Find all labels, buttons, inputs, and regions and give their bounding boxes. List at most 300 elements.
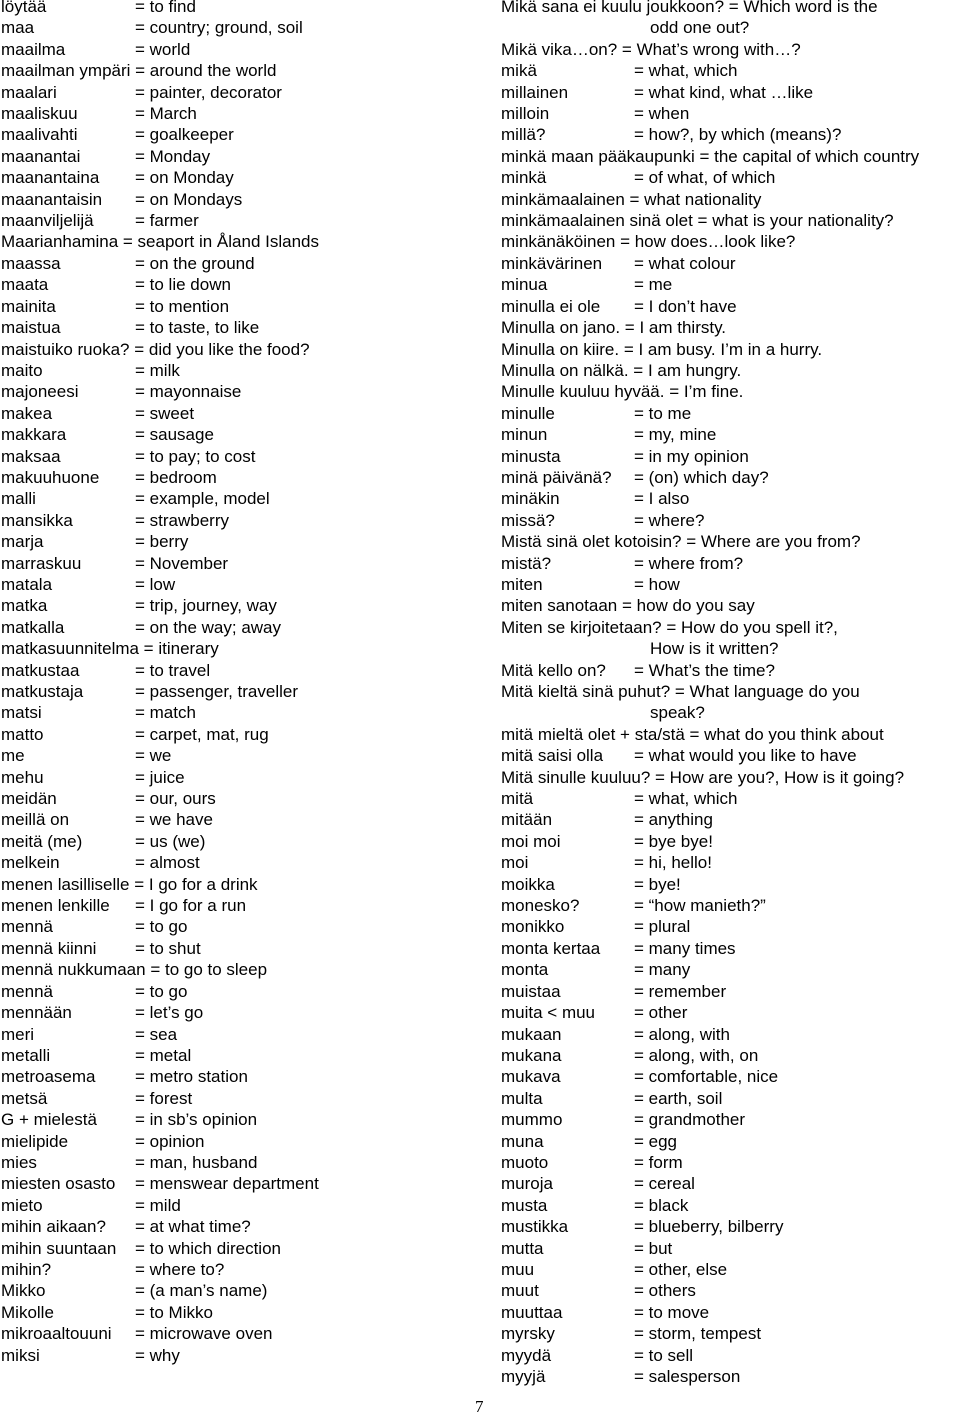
entry-definition: = form (634, 1152, 683, 1172)
vocab-entry (1, 231, 471, 252)
entry-definition: = others (634, 1281, 696, 1301)
entry-definition: = passenger, traveller (135, 682, 299, 701)
entry-term: mansikka (1, 510, 73, 530)
entry-definition: = milk (135, 360, 180, 380)
vocab-entry (1, 809, 471, 830)
vocab-entry (1, 103, 471, 124)
entry-definition: = March (135, 104, 197, 124)
entry-term: mihin suuntaan (1, 1238, 117, 1258)
entry-definition: = where from? (634, 553, 744, 573)
entry-definition: = in my opinion (634, 446, 749, 466)
entry-definition: = our, ours (135, 789, 216, 809)
entry-term: matala (1, 574, 53, 594)
entry-definition: = microwave oven (135, 1324, 273, 1344)
entry-term: minusta (501, 446, 561, 466)
vocab-entry (1, 1131, 471, 1152)
vocab-entry (501, 1195, 960, 1216)
vocab-entry (501, 595, 960, 616)
entry-definition: = to find (135, 0, 196, 16)
vocab-entry (1, 595, 471, 616)
vocab-entry (1, 981, 471, 1002)
entry-term: marja (1, 532, 44, 552)
entry-definition: = world (135, 39, 191, 59)
entry-term: mieto (1, 1195, 43, 1215)
entry-term: monta (501, 960, 549, 980)
vocab-entry (501, 531, 960, 552)
entry-term: maaliskuu (1, 104, 78, 124)
vocab-entry (501, 1152, 960, 1173)
entry-definition: = opinion (135, 1131, 205, 1151)
entry-definition: = storm, tempest (634, 1324, 762, 1344)
entry-definition: = us (we) (135, 831, 206, 851)
entry-definition: = to sell (634, 1345, 694, 1365)
entry-term: makuuhuone (1, 467, 100, 487)
entry-definition: = sausage (135, 425, 214, 445)
vocab-entry (1, 146, 471, 167)
entry-term: malli (1, 489, 36, 509)
entry-definition: = grandmother (634, 1110, 746, 1130)
entry-term: mukana (501, 1045, 562, 1065)
vocab-entry (1, 0, 471, 17)
entry-term: mielipide (1, 1131, 69, 1151)
entry-definition: = (on) which day? (634, 467, 769, 487)
entry-term: muna (501, 1131, 544, 1151)
entry-term: Mikä vika…on? = What’s wrong with…? (501, 39, 801, 59)
vocab-entry (1, 1152, 471, 1173)
vocab-entry (1, 1066, 471, 1087)
vocab-entry (501, 124, 960, 145)
vocab-entry (501, 681, 960, 702)
vocab-entry (1, 938, 471, 959)
entry-term: maalivahti (1, 125, 78, 145)
entry-definition: = mayonnaise (135, 382, 242, 402)
entry-definition: = (a man’s name) (135, 1281, 268, 1301)
entry-definition: = to Mikko (135, 1302, 213, 1322)
entry-term: milloin (501, 104, 550, 124)
entry-term: Minulla on jano. = I am thirsty. (501, 318, 727, 338)
entry-term: muroja (501, 1174, 553, 1194)
entry-definition: = example, model (135, 489, 270, 509)
entry-definition: = painter, decorator (135, 82, 282, 102)
entry-definition: = to go (135, 917, 188, 937)
entry-term: maata (1, 275, 49, 295)
entry-definition: = menswear department (135, 1174, 319, 1194)
entry-definition: = mild (135, 1195, 181, 1215)
vocab-entry (501, 403, 960, 424)
entry-definition: = hi, hello! (634, 853, 712, 873)
vocab-entry (501, 767, 960, 788)
entry-term: maito (1, 360, 43, 380)
entry-term: marraskuu (1, 553, 82, 573)
entry-definition: = where? (634, 510, 705, 530)
entry-definition: = cereal (634, 1174, 695, 1194)
entry-definition: = to shut (135, 938, 201, 958)
vocab-entry (501, 1045, 960, 1066)
entry-term: meidän (1, 789, 57, 809)
entry-definition: = how?, by which (means)? (634, 125, 842, 145)
entry-term: minun (501, 425, 548, 445)
entry-definition: = other (634, 1003, 688, 1023)
entry-term: muuttaa (501, 1302, 563, 1322)
entry-term: millainen (501, 82, 569, 102)
entry-term: mennä (1, 917, 53, 937)
entry-term: muita < muu (501, 1003, 596, 1023)
vocab-entry (501, 1024, 960, 1045)
vocab-entry (1, 617, 471, 638)
vocab-entry (501, 253, 960, 274)
entry-definition: = I go for a run (135, 896, 247, 916)
entry-definition: = me (634, 275, 673, 295)
vocab-entry (1, 274, 471, 295)
entry-term: meitä (me) (1, 831, 83, 851)
vocab-entry (501, 0, 960, 17)
vocab-entry (501, 1323, 960, 1344)
entry-term: maa (1, 18, 35, 38)
entry-definition: = in sb’s opinion (135, 1110, 258, 1130)
vocab-entry (501, 1259, 960, 1280)
entry-term: meillä on (1, 810, 70, 830)
entry-term: matka (1, 596, 48, 616)
vocab-entry (1, 39, 471, 60)
entry-definition: = when (634, 104, 690, 124)
right-column (501, 0, 960, 1387)
entry-definition: = we (135, 746, 172, 766)
entry-term: maanviljelijä (1, 211, 94, 231)
vocab-entry (1, 1259, 471, 1280)
vocab-entry (1, 1088, 471, 1109)
vocab-entry (501, 1280, 960, 1301)
entry-definition: = what, which (634, 61, 738, 81)
entry-term: monta kertaa (501, 938, 601, 958)
entry-definition: = what kind, what …like (634, 82, 814, 102)
entry-definition: = “how manieth?” (634, 896, 766, 916)
entry-definition: = metro station (135, 1067, 248, 1087)
entry-definition: = almost (135, 853, 200, 873)
vocab-entry (1, 531, 471, 552)
vocab-entry (1, 360, 471, 381)
entry-term: mikroaaltouuni (1, 1324, 112, 1344)
vocab-entry (1, 916, 471, 937)
entry-definition: = salesperson (634, 1367, 741, 1386)
entry-definition: = on the way; away (135, 617, 282, 637)
vocab-entry (501, 959, 960, 980)
entry-definition: = many (634, 960, 691, 980)
entry-definition: = black (634, 1195, 689, 1215)
entry-term: Minulla on kiire. = I am busy. I’m in a hurry. (501, 339, 823, 359)
entry-term: muu (501, 1259, 535, 1279)
entry-definition: = of what, of which (634, 168, 776, 188)
vocab-entry (501, 210, 960, 231)
vocab-entry (501, 617, 960, 638)
vocab-entry (501, 274, 960, 295)
entry-definition: = how (634, 574, 680, 594)
vocab-entry (501, 296, 960, 317)
entry-continuation: speak? (650, 703, 705, 723)
entry-definition: = comfortable, nice (634, 1067, 779, 1087)
vocab-entry (501, 724, 960, 745)
entry-definition: = to go (135, 981, 188, 1001)
vocab-entry (1, 488, 471, 509)
vocab-entry (1, 510, 471, 531)
vocab-entry (501, 1302, 960, 1323)
entry-term: myydä (501, 1345, 552, 1365)
entry-term: Mitä kieltä sinä puhut? = What language do you (501, 682, 860, 701)
vocab-entry (1, 82, 471, 103)
entry-term: mikä (501, 61, 537, 81)
entry-definition: = sweet (135, 403, 195, 423)
entry-term: mihin aikaan? (1, 1217, 106, 1237)
page-number: 7 (475, 1397, 484, 1416)
entry-term: löytää (1, 0, 47, 16)
vocab-entry (501, 189, 960, 210)
vocab-entry (1, 788, 471, 809)
entry-definition: = I don’t have (634, 296, 737, 316)
vocab-entry (501, 831, 960, 852)
entry-definition: = to which direction (135, 1238, 281, 1258)
entry-definition: = to pay; to cost (135, 446, 256, 466)
entry-definition: = to travel (135, 660, 211, 680)
vocab-entry (1, 296, 471, 317)
vocab-entry (1, 339, 471, 360)
entry-definition: = man, husband (135, 1152, 258, 1172)
entry-term: mitään (501, 810, 553, 830)
entry-definition: = what colour (634, 253, 736, 273)
vocab-entry (501, 638, 960, 659)
vocab-entry (1, 1216, 471, 1237)
entry-term: maistua (1, 318, 61, 338)
entry-term: mummo (501, 1110, 563, 1130)
entry-term: Miten se kirjoitetaan? = How do you spell it?, (501, 617, 838, 637)
vocab-entry (1, 1302, 471, 1323)
entry-term: Maarianhamina = seaport in Åland Islands (1, 232, 319, 252)
entry-term: matkasuunnitelma = itinerary (1, 639, 219, 659)
entry-term: minkämaalainen sinä olet = what is your nationality? (501, 211, 894, 231)
entry-term: Mikko (1, 1281, 46, 1301)
entry-definition: = metal (135, 1045, 192, 1065)
entry-term: Mikolle (1, 1302, 54, 1322)
entry-term: moi moi (501, 831, 561, 851)
entry-definition: = along, with, on (634, 1045, 759, 1065)
vocab-entry (1, 1195, 471, 1216)
entry-definition: = bedroom (135, 467, 217, 487)
vocab-entry (1, 189, 471, 210)
vocab-entry (501, 938, 960, 959)
vocab-entry (501, 660, 960, 681)
vocab-entry (501, 488, 960, 509)
vocab-entry (501, 39, 960, 60)
vocab-entry (1, 253, 471, 274)
entry-term: musta (501, 1195, 548, 1215)
entry-term: maanantaisin (1, 189, 103, 209)
vocab-entry (501, 788, 960, 809)
vocab-entry (1, 317, 471, 338)
vocab-entry (1, 895, 471, 916)
vocab-entry (1, 1238, 471, 1259)
entry-definition: = we have (135, 810, 213, 830)
entry-term: meri (1, 1024, 35, 1044)
vocab-entry (501, 1173, 960, 1194)
entry-term: matto (1, 724, 44, 744)
vocab-entry (501, 745, 960, 766)
entry-term: Minulle kuuluu hyvää. = I’m fine. (501, 382, 744, 402)
entry-term: minkävärinen (501, 253, 603, 273)
entry-term: makea (1, 403, 53, 423)
vocab-entry (1, 467, 471, 488)
vocab-entry (1, 381, 471, 402)
vocab-entry (1, 553, 471, 574)
entry-term: miten (501, 574, 543, 594)
entry-term: mainita (1, 296, 56, 316)
vocab-entry (1, 831, 471, 852)
vocab-entry (1, 167, 471, 188)
vocab-entry (1, 446, 471, 467)
entry-term: muistaa (501, 981, 561, 1001)
entry-definition: = Monday (135, 146, 211, 166)
entry-definition: = at what time? (135, 1217, 251, 1237)
entry-term: miesten osasto (1, 1174, 116, 1194)
vocab-entry (1, 1345, 471, 1366)
entry-term: myrsky (501, 1324, 555, 1344)
vocab-entry (501, 1238, 960, 1259)
entry-definition: = what, which (634, 789, 738, 809)
entry-term: maassa (1, 253, 61, 273)
vocab-entry (1, 574, 471, 595)
entry-term: metalli (1, 1045, 51, 1065)
entry-definition: = to taste, to like (135, 318, 260, 338)
vocab-entry (1, 1002, 471, 1023)
entry-term: Minulla on nälkä. = I am hungry. (501, 360, 742, 380)
vocab-entry (501, 339, 960, 360)
entry-term: mies (1, 1152, 37, 1172)
left-column (1, 0, 471, 1366)
entry-definition: = November (135, 553, 229, 573)
vocab-entry (1, 17, 471, 38)
entry-definition: = carpet, mat, rug (135, 724, 269, 744)
entry-definition: = on Mondays (135, 189, 243, 209)
entry-definition: = where to? (135, 1259, 225, 1279)
entry-term: minulle (501, 403, 555, 423)
entry-term: mihin? (1, 1259, 52, 1279)
entry-term: maailma (1, 39, 66, 59)
vocab-entry (1, 1173, 471, 1194)
entry-definition: = what would you like to have (634, 746, 857, 766)
entry-term: menen lasilliselle = I go for a drink (1, 874, 258, 894)
entry-term: maailman ympäri = around the world (1, 61, 277, 81)
vocab-entry (501, 1066, 960, 1087)
entry-term: moi (501, 853, 529, 873)
entry-definition: = bye! (634, 874, 681, 894)
entry-term: melkein (1, 853, 60, 873)
entry-term: metsä (1, 1088, 48, 1108)
vocab-entry (1, 959, 471, 980)
entry-term: minkänäköinen = how does…look like? (501, 232, 796, 252)
entry-definition: = trip, journey, way (135, 596, 277, 616)
entry-term: matkustaa (1, 660, 80, 680)
entry-definition: = to lie down (135, 275, 231, 295)
entry-definition: = bye bye! (634, 831, 713, 851)
entry-definition: = sea (135, 1024, 178, 1044)
entry-term: mehu (1, 767, 44, 787)
vocab-entry (501, 1131, 960, 1152)
vocab-entry (1, 60, 471, 81)
entry-definition: = let’s go (135, 1003, 204, 1023)
entry-term: muut (501, 1281, 539, 1301)
entry-definition: = I also (634, 489, 690, 509)
vocab-entry (1, 424, 471, 445)
vocab-entry (501, 553, 960, 574)
entry-definition: = other, else (634, 1259, 728, 1279)
entry-term: mitä saisi olla (501, 746, 604, 766)
entry-term: minkä (501, 168, 547, 188)
vocab-entry (501, 1088, 960, 1109)
vocab-entry (501, 446, 960, 467)
vocab-entry (1, 702, 471, 723)
vocab-entry (501, 146, 960, 167)
vocab-entry (501, 360, 960, 381)
entry-term: maistuiko ruoka? = did you like the food? (1, 339, 310, 359)
vocab-entry (501, 231, 960, 252)
entry-term: menen lenkille (1, 896, 110, 916)
entry-term: minua (501, 275, 548, 295)
entry-definition: = strawberry (135, 510, 229, 530)
entry-term: myyjä (501, 1367, 546, 1386)
entry-term: mitä (501, 789, 534, 809)
vocab-entry (1, 210, 471, 231)
entry-term: mistä? (501, 553, 552, 573)
entry-term: minä päivänä? (501, 467, 612, 487)
entry-term: miten sanotaan = how do you say (501, 596, 755, 616)
entry-term: me (1, 746, 25, 766)
entry-term: mutta (501, 1238, 544, 1258)
entry-term: maalari (1, 82, 57, 102)
entry-term: mennä (1, 981, 53, 1001)
entry-term: Mitä sinulle kuuluu? = How are you?, How is it going? (501, 767, 905, 787)
entry-term: monesko? (501, 896, 580, 916)
vocab-entry (1, 681, 471, 702)
vocab-entry (501, 981, 960, 1002)
entry-definition: = low (135, 574, 176, 594)
entry-definition: = goalkeeper (135, 125, 234, 145)
vocab-entry (501, 916, 960, 937)
entry-term: matkalla (1, 617, 65, 637)
vocab-entry (501, 1109, 960, 1130)
entry-definition: = earth, soil (634, 1088, 723, 1108)
entry-term: matsi (1, 703, 42, 723)
entry-definition: = many times (634, 938, 736, 958)
vocab-entry (501, 381, 960, 402)
entry-term: mitä mieltä olet + sta/stä = what do you think about (501, 724, 884, 744)
entry-definition: = my, mine (634, 425, 717, 445)
entry-term: muoto (501, 1152, 549, 1172)
vocab-entry (501, 1216, 960, 1237)
entry-term: Mistä sinä olet kotoisin? = Where are you from? (501, 532, 861, 552)
entry-term: mukaan (501, 1024, 562, 1044)
vocab-entry (501, 424, 960, 445)
entry-term: mukava (501, 1067, 561, 1087)
entry-definition: = plural (634, 917, 691, 937)
entry-definition: = berry (135, 532, 189, 552)
entry-term: missä? (501, 510, 555, 530)
entry-term: matkustaja (1, 682, 84, 701)
entry-term: mennä kiinni (1, 938, 97, 958)
vocab-entry (501, 82, 960, 103)
entry-term: makkara (1, 425, 67, 445)
vocab-entry (1, 660, 471, 681)
vocab-entry (501, 60, 960, 81)
vocab-entry (501, 167, 960, 188)
entry-term: mustikka (501, 1217, 569, 1237)
vocab-entry (501, 852, 960, 873)
